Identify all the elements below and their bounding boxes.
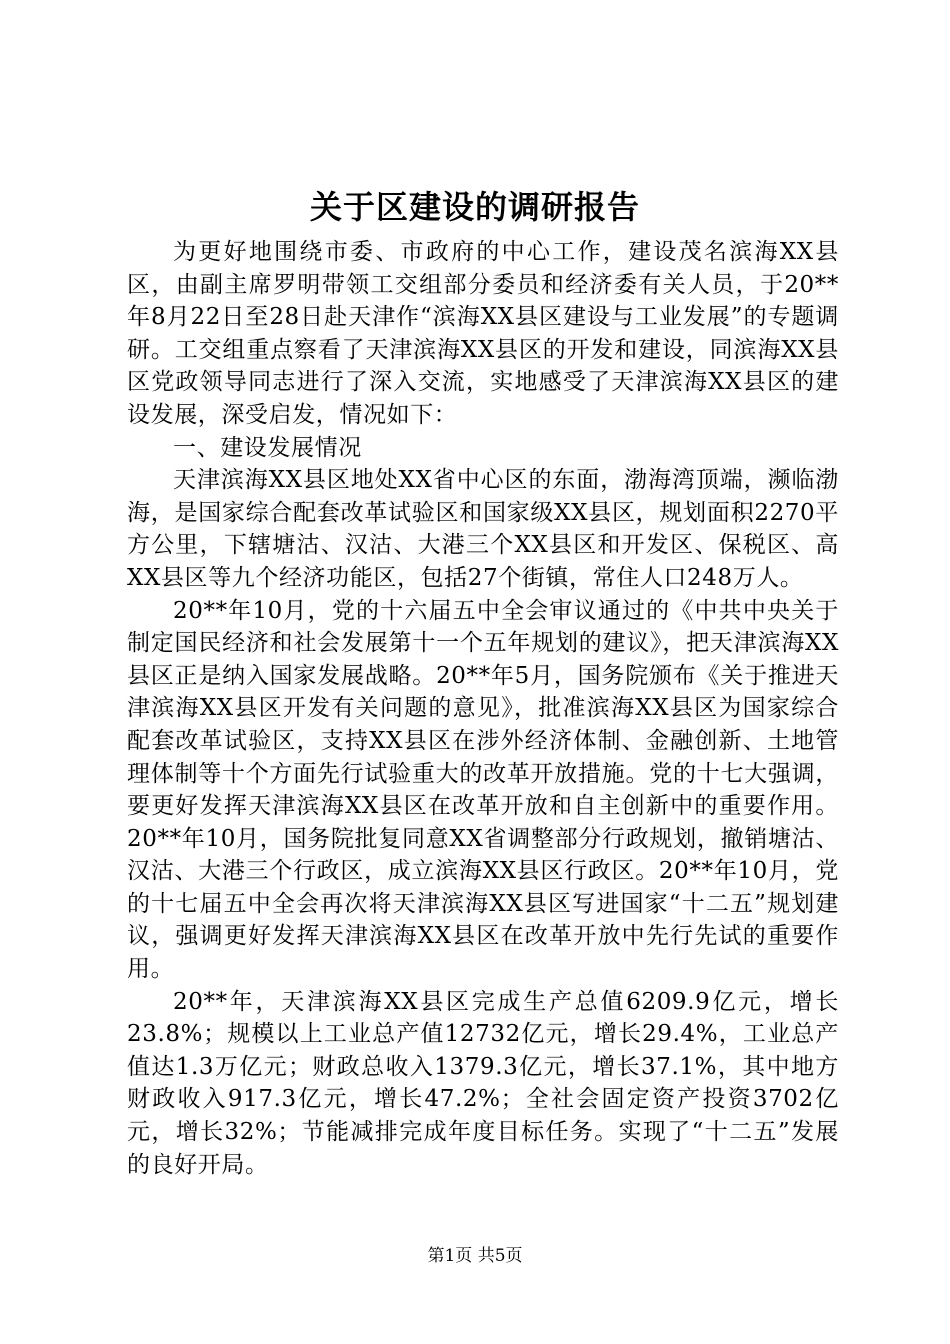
page-footer: 第1页 共5页 [427,1246,523,1266]
intro-paragraph: 为更好地围绕市委、市政府的中心工作，建设茂名滨海XX县区，由副主席罗明带领工交组部分委员和经济委有关人员，于20**年8月22日至28日赴天津作“滨海XX县区建设与工业发展”的专题调研。工交组重点察看了天津滨海XX县区的开发和建设，同滨海XX县区党政领导同志进行了深入交流，实地感受了天津滨海XX县区的建设发展，深受启发，情况如下： [127,239,839,428]
history-paragraph: 20**年10月，党的十六届五中全会审议通过的《中共中央关于制定国民经济和社会发展第十一个五年规划的建议》，把天津滨海XX县区正是纳入国家发展战略。20**年5月，国务院颁布《关于推进天津滨海XX县区开发有关问题的意见》，批准滨海XX县区为国家综合配套改革试验区，支持XX县区在涉外经济体制、金融创新、土地管理体制等十个方面先行试验重大的改革开放措施。党的十七大强调，要更好发挥天津滨海XX县区在改革开放和自主创新中的重要作用。20**年10月，国务院批复同意XX省调整部分行政规划，撤销塘沽、汉沽、大港三个行政区，成立滨海XX县区行政区。20**年10月，党的十七届五中全会再次将天津滨海XX县区写进国家“十二五”规划建议，强调更好发挥天津滨海XX县区在改革开放中先行先试的重要作用。 [127,597,839,983]
section-heading: 一、建设发展情况 [173,434,362,461]
document-title: 关于区建设的调研报告 [309,188,640,226]
document-body [127,236,839,1181]
location-paragraph: 天津滨海XX县区地处XX省中心区的东面，渤海湾顶端，濒临渤海，是国家综合配套改革试验区和国家级XX县区，规划面积2270平方公里，下辖塘沽、汉沽、大港三个XX县区和开发区、保税区、高XX县区等九个经济功能区，包括27个街镇，常住人口248万人。 [127,467,839,591]
economy-paragraph: 20**年，天津滨海XX县区完成生产总值6209.9亿元，增长23.8%；规模以上工业总产值12732亿元，增长29.4%，工业总产值达1.3万亿元；财政总收入1379.3亿元，增长37.1%，其中地方财政收入917.3亿元，增长47.2%；全社会固定资产投资3702亿元，增长32%；节能减排完成年度目标任务。实现了“十二五”发展的良好开局。 [127,988,839,1178]
